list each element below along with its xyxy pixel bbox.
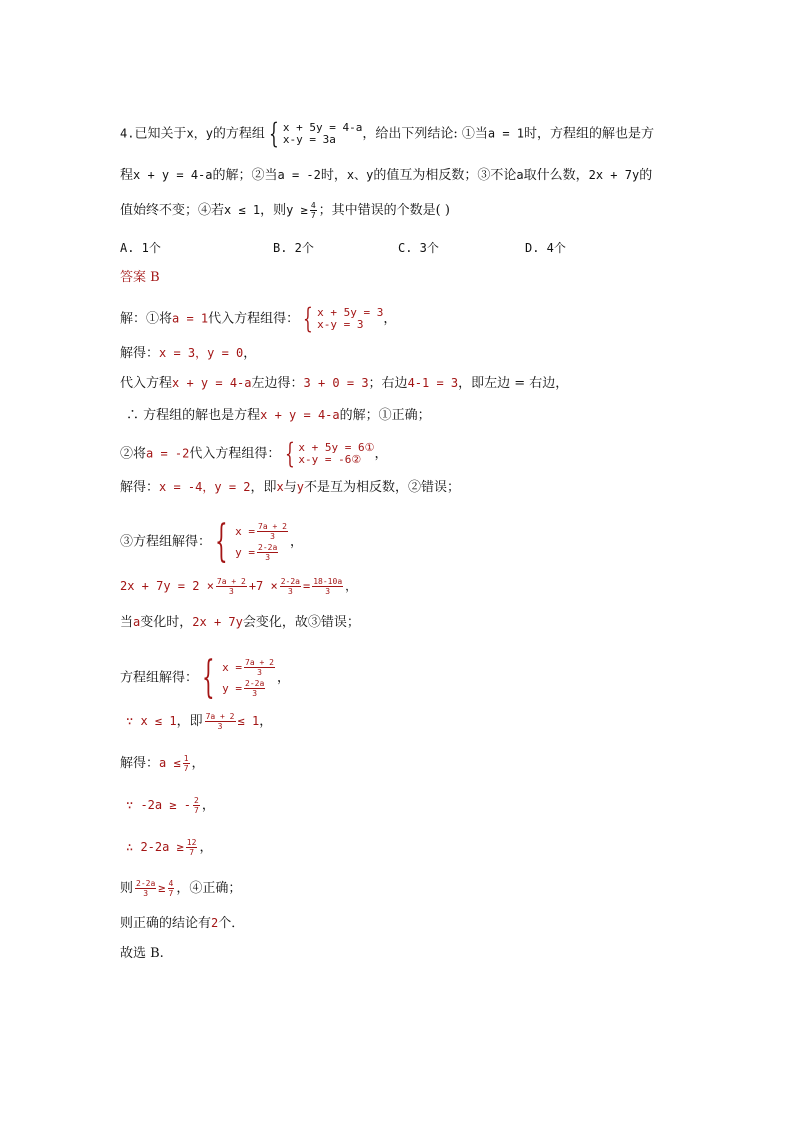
- option-d: D. 4个: [525, 241, 566, 255]
- solution-system: { x = $\frac{7a + 2}{3}$ y = $\frac{2-2a}{3}$: [215, 516, 287, 567]
- solution-line-14: ∴ 2-2a ≥ $\frac{12}{7}$ ，: [126, 838, 213, 857]
- answer-label: 答案 B: [120, 270, 160, 285]
- solution-conclusion: 故选 B.: [120, 946, 164, 961]
- problem-line-3: 值始终不变；④若x ≤ 1，则y ≥ $\frac{4}{7}$ ；其中错误的个数是( ): [120, 201, 450, 220]
- solution-line-9: 当a变化时，2x + 7y会变化，故③错误；: [120, 615, 360, 630]
- solution-line-13: ∵ -2a ≥ - $\frac{2}{7}$ ，: [126, 796, 215, 815]
- option-c: C. 3个: [398, 241, 439, 255]
- solution-line-15: 则 $\frac{2-2a}{3}$ ≥ $\frac{4}{7}$ ，④正确；: [120, 879, 242, 898]
- problem-line-2: 程x + y = 4-a的解；②当a = -2时，x、y的值互为相反数；③不论a取什么数，2x + 7y的: [120, 168, 653, 183]
- equation-system: { x + 5y = 3 x-y = 3: [303, 302, 384, 335]
- left-brace: {: [269, 117, 279, 150]
- solution-line-11: ∵ x ≤ 1，即 $\frac{7a + 2}{3}$ ≤ 1，: [126, 712, 273, 731]
- solution-line-6: 解得：x = -4，y = 2，即x与y不是互为相反数，②错误；: [120, 480, 461, 495]
- solution-line-16: 则正确的结论有2个．: [120, 916, 245, 931]
- solution-line-2: 解得：x = 3，y = 0，: [120, 346, 257, 361]
- equation-system: { x + 5y = 4-a x-y = 3a: [269, 117, 363, 150]
- option-b: B. 2个: [273, 241, 314, 255]
- equation-system: { x + 5y = 6① x-y = -6②: [284, 437, 375, 470]
- solution-line-3: 代入方程x + y = 4-a左边得：3 + 0 = 3；右边4-1 = 3，即左边 = 右边，: [120, 376, 569, 391]
- solution-line-10: 方程组解得： { x = $\frac{7a + 2}{3}$ y = $\frac{2-2a}{3}$ ，: [120, 652, 290, 703]
- solution-line-7: ③方程组解得： { x = $\frac{7a + 2}{3}$ y = $\frac{2-2a}{3}$ ，: [120, 516, 303, 567]
- solution-line-1: 解：①将a = 1代入方程组得： { x + 5y = 3 x-y = 3 ，: [120, 302, 397, 335]
- problem-number: 4.: [120, 126, 135, 141]
- solution-line-8: 2x + 7y = 2 × $\frac{7a + 2}{3}$ +7 × $\frac{2-2a}{3}$ = $\frac{18-10a}{3}$ ，: [120, 577, 358, 596]
- problem-line-1: 4.已知关于x，y的方程组 { x + 5y = 4-a x-y = 3a ，给出下列结论: ①当a = 1时，方程组的解也是方: [120, 117, 655, 150]
- option-a: A. 1个: [120, 241, 161, 255]
- solution-system: { x = $\frac{7a + 2}{3}$ y = $\frac{2-2a}{3}$: [202, 652, 274, 703]
- solution-line-12: 解得：a ≤ $\frac{1}{7}$ ，: [120, 754, 205, 773]
- solution-line-4: ∴ 方程组的解也是方程x + y = 4-a的解；①正确；: [126, 408, 431, 423]
- solution-line-5: ②将a = -2代入方程组得： { x + 5y = 6① x-y = -6② ，: [120, 437, 388, 470]
- fraction: $\frac{4}{7}$: [310, 201, 316, 220]
